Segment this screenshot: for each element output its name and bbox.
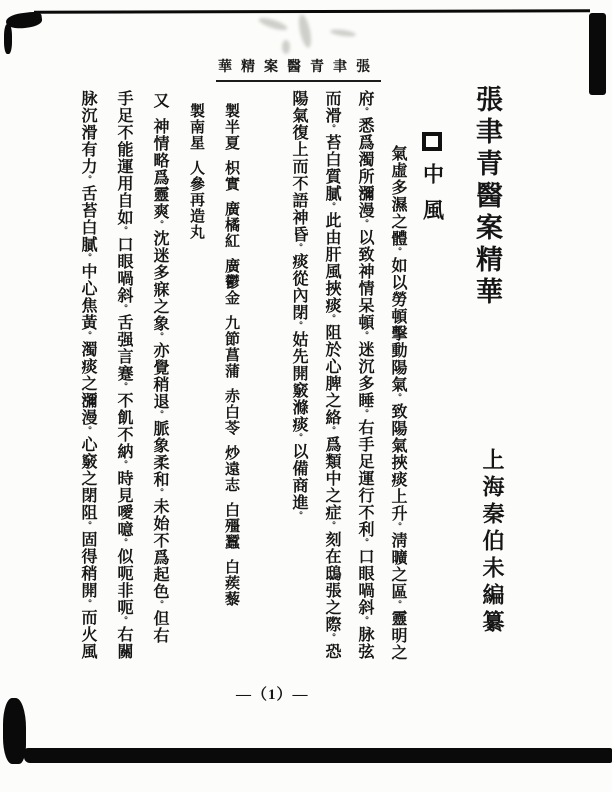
prescription-column: 製南星 人參再造丸 <box>188 103 204 240</box>
section-title: 中風 <box>420 163 445 235</box>
scan-smudge <box>257 16 288 33</box>
case-text-column: 氣虛多濕之體。如以勞頓擊動陽氣。致陽氣挾痰上升。淸曠之區。靈明之 <box>389 145 406 661</box>
scan-artifact-bottom-bar <box>24 748 612 763</box>
section-bullet-square-icon <box>422 132 442 151</box>
scan-smudge <box>330 28 357 38</box>
case-text-column: 陽氣復上而不語神昏。痰從內閉。姑先開竅滌痰。以備商進。 <box>290 90 307 521</box>
book-title-column: 張聿青醫案精華 <box>472 85 502 309</box>
scan-smudge <box>282 40 290 54</box>
scan-artifact-top-right <box>589 13 606 95</box>
running-header: 華精案醫青聿張 <box>216 56 381 82</box>
prescription-column: 製半夏 枳實 廣橘紅 廣鬱金 九節菖蒲 赤白苓 炒遠志 白殭蠶 白蒺藜 <box>223 103 239 607</box>
followup-text-column: 又 神情略爲靈爽。沈迷多寐之象。亦覺稍退。脈象柔和。未始不爲起色。但右 <box>151 92 168 644</box>
page-number: —（1）— <box>236 687 309 703</box>
scan-artifact-bottom-left <box>3 698 26 764</box>
case-text-column: 府。悉爲濁所瀰漫。以致神情呆頓。迷沉多睡。右手足運行不利。口眼喎斜。脉弦 <box>356 90 373 660</box>
scan-smudge <box>297 13 314 48</box>
followup-text-column: 手足不能運用自如。口眼喎斜。舌强言蹇。不飢不納。時見噯噫。似呃非呃。右關 <box>115 90 132 660</box>
author-column: 上海秦伯未編纂 <box>480 448 505 637</box>
scan-artifact-left-edge <box>4 24 12 54</box>
scan-artifact-top-line <box>34 9 590 13</box>
case-text-column: 而滑。苔白質膩。此由肝風挾痰。阻於心脾之絡。爲類中之症。刻在鴟張之際。恐 <box>323 90 340 660</box>
followup-text-column: 脉沉滑有力。舌苔白膩。中心焦黃。濁痰之瀰漫。心竅之閉阻。固得稍開。而火風 <box>79 90 96 660</box>
section-heading <box>417 132 447 235</box>
